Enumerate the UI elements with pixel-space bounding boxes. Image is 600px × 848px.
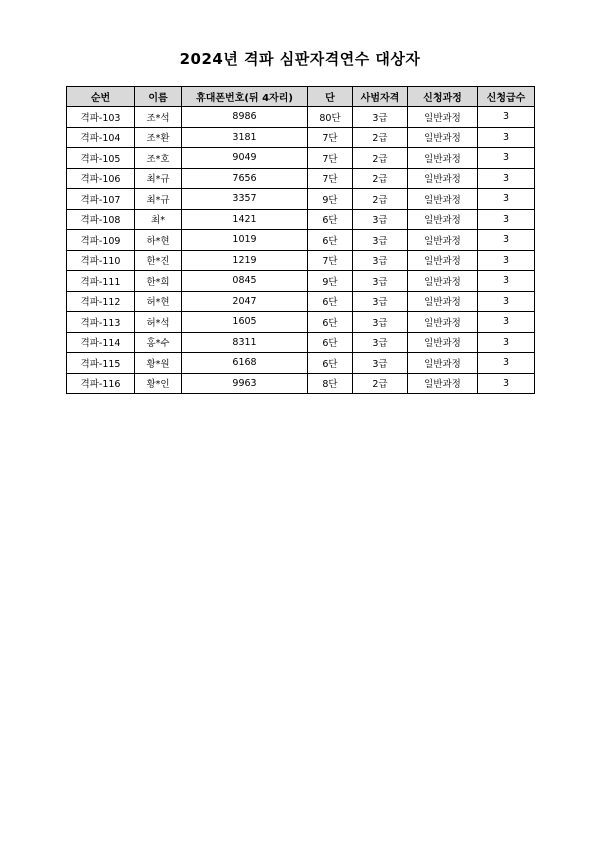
name-cell: 황*인 [135,373,182,394]
instructor-grade-cell: 2급 [353,127,408,148]
table-row [67,291,535,312]
name-cell: 조*호 [135,148,182,169]
seq-cell: 격파-111 [67,271,135,292]
instructor-grade-cell: 3급 [353,353,408,374]
phone-cell: 1019 [182,230,308,251]
instructor-grade-cell: 2급 [353,373,408,394]
applied-grade-cell: 3 [478,312,535,333]
dan-cell: 8단 [308,373,353,394]
course-cell: 일반과정 [408,127,478,148]
phone-cell: 1605 [182,312,308,333]
instructor-grade-cell: 2급 [353,168,408,189]
phone-cell: 2047 [182,291,308,312]
applied-grade-cell: 3 [478,250,535,271]
applied-grade-cell: 3 [478,373,535,394]
seq-cell: 격파-103 [67,107,135,128]
applied-grade-cell: 3 [478,271,535,292]
phone-cell: 8311 [182,332,308,353]
table-row [67,332,535,353]
header-applied-grade: 신청급수 [478,87,535,107]
applied-grade-cell: 3 [478,209,535,230]
name-cell: 최*규 [135,168,182,189]
name-cell: 조*석 [135,107,182,128]
name-cell: 한*희 [135,271,182,292]
dan-cell: 80단 [308,107,353,128]
name-cell: 홍*수 [135,332,182,353]
phone-cell: 9963 [182,373,308,394]
table-row [67,127,535,148]
dan-cell: 7단 [308,148,353,169]
instructor-grade-cell: 3급 [353,209,408,230]
header-dan: 단 [308,87,353,107]
table-row [67,250,535,271]
course-cell: 일반과정 [408,189,478,210]
phone-cell: 1421 [182,209,308,230]
instructor-grade-cell: 3급 [353,230,408,251]
course-cell: 일반과정 [408,107,478,128]
name-cell: 최*규 [135,189,182,210]
instructor-grade-cell: 3급 [353,332,408,353]
course-cell: 일반과정 [408,271,478,292]
dan-cell: 7단 [308,168,353,189]
course-cell: 일반과정 [408,353,478,374]
header-name: 이름 [135,87,182,107]
instructor-grade-cell: 2급 [353,148,408,169]
applied-grade-cell: 3 [478,353,535,374]
name-cell: 허*현 [135,291,182,312]
phone-cell: 9049 [182,148,308,169]
dan-cell: 6단 [308,209,353,230]
dan-cell: 9단 [308,189,353,210]
table-row [67,107,535,128]
course-cell: 일반과정 [408,209,478,230]
applied-grade-cell: 3 [478,230,535,251]
name-cell: 황*원 [135,353,182,374]
table-row [67,209,535,230]
phone-cell: 3181 [182,127,308,148]
applied-grade-cell: 3 [478,148,535,169]
instructor-grade-cell: 3급 [353,291,408,312]
header-course: 신청과정 [408,87,478,107]
phone-cell: 3357 [182,189,308,210]
phone-cell: 7656 [182,168,308,189]
applied-grade-cell: 3 [478,291,535,312]
seq-cell: 격파-115 [67,353,135,374]
dan-cell: 9단 [308,271,353,292]
phone-cell: 6168 [182,353,308,374]
seq-cell: 격파-105 [67,148,135,169]
course-cell: 일반과정 [408,148,478,169]
phone-cell: 1219 [182,250,308,271]
seq-cell: 격파-112 [67,291,135,312]
seq-cell: 격파-109 [67,230,135,251]
header-phone: 휴대폰번호(뒤 4자리) [182,87,308,107]
instructor-grade-cell: 3급 [353,312,408,333]
table-row [67,168,535,189]
applied-grade-cell: 3 [478,332,535,353]
name-cell: 하*현 [135,230,182,251]
header-instructor-grade: 사범자격 [353,87,408,107]
seq-cell: 격파-114 [67,332,135,353]
header-seq: 순번 [67,87,135,107]
instructor-grade-cell: 3급 [353,271,408,292]
dan-cell: 7단 [308,127,353,148]
phone-cell: 8986 [182,107,308,128]
name-cell: 최* [135,209,182,230]
document-title: 2024년 격파 심판자격연수 대상자 [179,50,421,68]
applied-grade-cell: 3 [478,127,535,148]
table-body [67,107,535,394]
course-cell: 일반과정 [408,250,478,271]
name-cell: 한*진 [135,250,182,271]
dan-cell: 7단 [308,250,353,271]
seq-cell: 격파-108 [67,209,135,230]
table-row [67,189,535,210]
table-row [67,148,535,169]
seq-cell: 격파-106 [67,168,135,189]
seq-cell: 격파-116 [67,373,135,394]
course-cell: 일반과정 [408,168,478,189]
table-row [67,353,535,374]
table-row [67,373,535,394]
phone-cell: 0845 [182,271,308,292]
dan-cell: 6단 [308,312,353,333]
course-cell: 일반과정 [408,291,478,312]
applicant-table [66,86,535,394]
instructor-grade-cell: 3급 [353,250,408,271]
seq-cell: 격파-113 [67,312,135,333]
seq-cell: 격파-110 [67,250,135,271]
dan-cell: 6단 [308,332,353,353]
name-cell: 조*환 [135,127,182,148]
applied-grade-cell: 3 [478,168,535,189]
table-header-row [67,87,535,107]
dan-cell: 6단 [308,230,353,251]
dan-cell: 6단 [308,353,353,374]
table-row [67,230,535,251]
dan-cell: 6단 [308,291,353,312]
name-cell: 허*석 [135,312,182,333]
instructor-grade-cell: 3급 [353,107,408,128]
applied-grade-cell: 3 [478,189,535,210]
course-cell: 일반과정 [408,230,478,251]
table-row [67,312,535,333]
course-cell: 일반과정 [408,373,478,394]
seq-cell: 격파-107 [67,189,135,210]
seq-cell: 격파-104 [67,127,135,148]
instructor-grade-cell: 2급 [353,189,408,210]
applied-grade-cell: 3 [478,107,535,128]
course-cell: 일반과정 [408,332,478,353]
course-cell: 일반과정 [408,312,478,333]
table-row [67,271,535,292]
